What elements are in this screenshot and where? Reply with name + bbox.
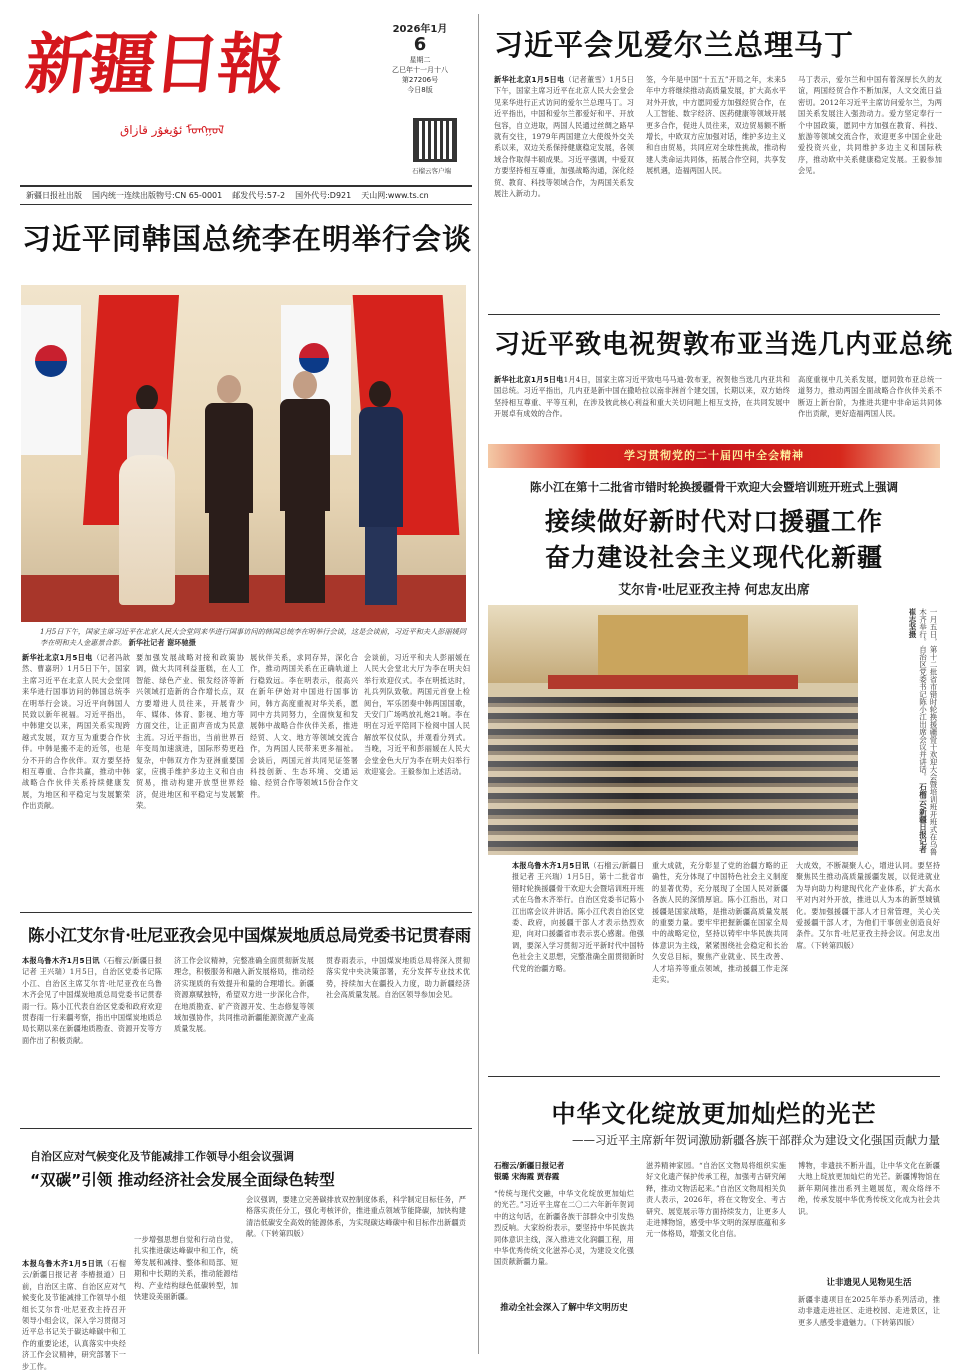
culture-body-1: “传统与现代交融，中华文化绽放更加灿烂的光芒。”习近平主席在二〇二六年新年贺词中的这句话，在新疆各族干部群众中引发热烈反响。大家纷纷表示，要坚持中华民族共同体意识主线，深入推进文化润疆工程，用中华优秀传统文化滋养心灵，为建设文化强国贡献新疆力量。 (494, 1189, 634, 1267)
climate-body-1: （石榴云/新疆日报记者 李椿报道）日前，自治区主席、自治区应对气候变化及节能减排工作领导小组组长艾尔肯·吐尼亚孜主持召开领导小组会议，深入学习贯彻习近平总书记关于碳达峰碳中和工作的重要论述，认真落实中央经济工作会议精神，研究部署下一步工作。 (22, 1259, 126, 1371)
climate-body (22, 1194, 470, 1371)
korea-headline: 习近平同韩国总统李在明举行会谈 (22, 222, 473, 256)
culture-body-4: 新疆非遗项目在2025年举办系列活动，推动非遗走进社区、走进校园、走进景区，让更多人感受非遗魅力。（下转第四版） (798, 1295, 940, 1327)
guinea-col-1 (494, 374, 790, 440)
newspaper-logo: 新疆日報 (21, 25, 287, 103)
korea-flag-emblem (35, 345, 67, 377)
yuanjiang-headline-1: 接续做好新时代对口援疆工作 (544, 507, 883, 536)
coal-col-2: 济工作会议精神，完整准确全面贯彻新发展理念，积极服务和融入新发展格局，推动经济实现质的有效提升和量的合理增长。新疆资源禀赋独特，希望双方进一步深化合作，在地质勘查、矿产资源开发、生态修复等领域加强协作，共同推动新疆能源资源产业高质量发展。 (174, 956, 314, 1034)
guinea-body (494, 374, 942, 440)
meeting-podium-row (548, 675, 798, 689)
climate-rule (20, 1128, 472, 1129)
yuanjiang-kicker: 陈小江在第十二批省市错时轮换援疆骨干欢迎大会暨培训班开班式上强调 (530, 480, 898, 494)
korea-col-3: 展伙伴关系，求同存异，深化合作，推动两国关系在正确轨道上行稳致远。李在明表示，很高兴在新年伊始对中国进行国事访问，韩方高度重视对华关系，愿同中方共同努力，全面恢复和发展韩中战略合作伙伴关系，推进经贸、人文、地方等领域交流合作，为两国人民带来更多福祉。会谈后，两国元首共同见证签署科技创新、生态环境、交通运输、经贸合作等领域15份合作文件。 (250, 653, 358, 799)
coal-col-1 (22, 955, 162, 1125)
coal-col-3: 贯春雨表示，中国煤炭地质总局将深入贯彻落实党中央决策部署，充分发挥专业技术优势，持续加大在疆投入力度，助力新疆经济社会高质量发展。自治区领导参加会见。 (326, 956, 470, 1000)
culture-col-3 (798, 1160, 940, 1356)
ireland-col-1 (494, 74, 634, 310)
info-abroad: 国外代号:D921 (295, 190, 352, 200)
study-banner (488, 444, 940, 468)
figure-man-1 (201, 375, 257, 603)
publication-info-bar (26, 188, 472, 202)
culture-next-head: 让非遗见人见物见生活 (826, 1278, 912, 1288)
ireland-body (494, 74, 942, 310)
qr-caption: 石榴云客户端 (412, 167, 451, 175)
korea-body-1: （记者冯歆然、曹嘉玥）1月5日下午，国家主席习近平在北京人民大会堂同来华进行国事访问的韩国总统李在明举行会谈。习近平向韩国人民致以新年祝福。习近平指出，中韩建交以来，两国关系实现跨越式发展，双方互为重要合作伙伴。中韩是搬不走的近邻，也是分不开的合作伙伴。双方要坚持相互尊重、合作共赢，推动中韩战略合作伙伴关系持续健康发展，为地区和平稳定与发展繁荣作出贡献。 (22, 653, 130, 811)
climate-col-2: 一步增强思想自觉和行动自觉，扎实推进碳达峰碳中和工作，统筹发展和减排、整体和局部、短期和中长期的关系，推动能源结构、产业结构绿色低碳转型，加快建设美丽新疆。 (134, 1235, 238, 1302)
korea-body (22, 652, 470, 910)
coal-body-1: （石榴云/新疆日报记者 王兴瑞）1月5日，自治区党委书记陈小江、自治区主席艾尔肯·吐尼亚孜在乌鲁木齐会见了中国煤炭地质总局党委书记贯春雨一行。陈小江代表自治区党委和政府欢迎贯春雨一行来疆考察，指出中国煤炭地质总局长期以来在新疆地质勘查、资源开发等方面作出了积极贡献。 (22, 956, 162, 1045)
date-year-month: 2026年1月 (392, 24, 448, 35)
study-banner-text: 学习贯彻党的二十届四中全会精神 (624, 449, 804, 462)
figure-woman-blue (353, 381, 409, 605)
minority-scripts-logo: ئۇيغۇر قازاق ᠮᠣᠩᠭᠣᠯ (120, 123, 225, 137)
meeting-caption-text: 一月五日，第十二批省市错时轮换援疆骨干欢迎大会暨培训班开班式在乌鲁木齐举行。自治区党委书记陈小江出席会议并讲话。 (918, 608, 938, 856)
info-web: 天山网:www.ts.cn (361, 190, 429, 200)
yuanjiang-col-2: 重大成就，充分彰显了党的治疆方略的正确性，充分体现了中国特色社会主义制度的显著优势，充分展现了全国人民对新疆各族人民的深情厚谊。陈小江指出，对口援疆是国家战略，是推动新疆高质量发展的重要力量。要牢牢把握新疆在国家全局中的战略定位，坚持以铸牢中华民族共同体意识为主线，紧紧围绕社会稳定和长治久安总目标，聚焦产业就业、民生改善、人才培养等重点领域，推动援疆工作走深走实。 (652, 861, 788, 985)
masthead-rule-bottom (20, 204, 472, 205)
korea-col-2: 要加强发展战略对接和政策协调，做大共同利益蛋糕，在人工智能、绿色产业、银发经济等新兴领域打造新的合作增长点，双方要增进人员往来，开展青少年、媒体、体育、影视、地方等方面交往，让正面声音成为民意主流。习近平指出，当前世界百年变局加速演进，国际形势更趋复杂，中韩双方作为亚洲重要国家，应携手维护多边主义和自由贸易，推动构建开放型世界经济，促进地区和平稳定与发展繁荣。 (136, 653, 244, 811)
column-divider (478, 14, 479, 1354)
coal-body (22, 955, 470, 1125)
ireland-headline: 习近平会见爱尔兰总理马丁 (494, 28, 855, 62)
yuanjiang-col-3: 大成效，不断凝聚人心，增进认同。要坚持聚焦民生推动高质量援疆发展，以促进就业为导向助力构建现代化产业体系，扩大高水平对内对外开放，推进以人为本的新型城镇化。要加强援疆干部人才日常管理，关心关爱援疆干部人才，为他们干事创业创造良好条件。艾尔肯·吐尼亚孜主持会议。何忠友出席。（下转第四版） (796, 861, 940, 950)
culture-body-3: 博物，非遗扶不断升温，让中华文化在新疆大地上绽放更加灿烂的光芒。新疆博物馆在新年期间推出系列主题展览，观众络绎不绝，传承发展中华优秀传统文化成为社会共识。 (798, 1161, 940, 1216)
coal-dateline: 本报乌鲁木齐1月5日讯 (22, 956, 100, 965)
korea-flag-left (21, 305, 81, 455)
culture-sub-head-small: 推动全社会深入了解中华文明历史 (500, 1303, 628, 1313)
korea-photo (21, 285, 466, 622)
masthead (20, 14, 480, 190)
meeting-light-overlay (488, 697, 858, 855)
qr-code[interactable] (413, 118, 457, 162)
yuanjiang-sub: 艾尔肯·吐尼亚孜主持 何忠友出席 (618, 583, 810, 598)
climate-kicker: 自治区应对气候变化及节能减排工作领导小组会议强调 (30, 1150, 294, 1163)
weekday: 星期二 (409, 56, 431, 64)
korea-caption-text: 1月5日下午，国家主席习近平在北京人民大会堂同来华进行国事访问的韩国总统李在明举行会谈，这是会谈前，习近平和夫人彭丽媛同李在明和夫人金惠景合影。 (40, 627, 467, 647)
info-publisher: 新疆日报社出版 (26, 190, 82, 200)
culture-byline: 石榴云/新疆日报记者 (494, 1161, 565, 1170)
coal-rule (20, 912, 472, 913)
date-day: 6 (413, 34, 427, 55)
yuanjiang-dateline: 本报乌鲁木齐1月5日讯 (512, 861, 590, 870)
culture-col-2: 滋养精神家园。“自治区文物局将组织实施好文化遗产保护传承工程，加强考古研究阐释，推动文物活起来。”自治区文物局相关负责人表示，2026年，将在文物安全、考古研究、展览展示等方面持续发力，让更多人走进博物馆，感受中华文明的深厚底蕴和多元一体格局，增强文化自信。 (646, 1161, 786, 1239)
date-block (380, 20, 460, 95)
yuanjiang-headline-2: 奋力建设社会主义现代化新疆 (544, 543, 883, 572)
meeting-backdrop (598, 615, 748, 675)
guinea-dateline: 新华社北京1月5日电 (494, 375, 564, 384)
page-count: 今日8版 (407, 86, 433, 94)
korea-col-4: 会谈前，习近平和夫人彭丽媛在人民大会堂北大厅为李在明夫妇举行欢迎仪式。李在明抵达时，礼兵列队致敬。两国元首登上检阅台，军乐团奏中韩两国国歌，天安门广场鸣放礼炮21响。李在明在习近平陪同下检阅中国人民解放军仪仗队，并观看分列式。当晚，习近平和彭丽媛在人民大会堂金色大厅为李在明夫妇举行欢迎宴会。王毅参加上述活动。 (364, 653, 470, 777)
info-cn: 国内统一连续出版物号:CN 65-0001 (92, 190, 223, 200)
yuanjiang-col-1 (512, 860, 644, 1068)
culture-col-1 (494, 1160, 634, 1356)
korea-dateline: 新华社北京1月5日电 (22, 653, 93, 662)
meeting-caption-credit: 石榴云/新疆日报记者 崔志坚摄 (908, 608, 928, 854)
ireland-col-3: 马丁表示，爱尔兰和中国有着深厚长久的友谊，两国经贸合作不断加深，人文交流日益密切。2012年习近平主席访问爱尔兰，为两国关系发展注入强劲动力。爱方坚定奉行一个中国政策，愿同中方加强在教育、科技、旅游等领域交流合作，欢迎更多中国企业赴爱投资兴业，共同维护多边主义和国际秩序，推动欧中关系健康稳定发展。王毅参加会见。 (798, 75, 942, 176)
issue-number: 第27206号 (401, 76, 439, 84)
culture-byline-names: 银璐 宋海霞 贾春霞 (494, 1172, 560, 1181)
yuanjiang-body-1: （石榴云/新疆日报记者 王兴瑞）1月5日，第十二批省市错时轮换援疆骨干欢迎大会暨培训班开班式在乌鲁木齐举行。自治区党委书记陈小江出席会议并讲话。陈小江代表自治区党委、政府，向援疆干部人才表示热烈欢迎，向对口援疆省市表示衷心感谢。他强调，要深入学习贯彻习近平新时代中国特色社会主义思想，完整准确全面贯彻新时代党的治疆方略。 (512, 861, 644, 973)
coal-headline: 陈小江艾尔肯·吐尼亚孜会见中国煤炭地质总局党委书记贯春雨 (28, 926, 471, 945)
figure-hanbok (119, 385, 175, 605)
ireland-col-2: 签，今年是中国“十五五”开局之年，未来5年中方将继续推动高质量发展，扩大高水平对外开放，中方愿同爱方加强经贸合作，在人工智能、数字经济、医药健康等领域开展更多合作，促进人员往来，双边贸易额不断增长，中欧双方应加强对话，维护多边主义和自由贸易，共同应对全球性挑战，推动构建人类命运共同体，拓展合作空间，共享发展机遇，造福两国人民。 (646, 75, 786, 176)
guinea-headline: 习近平致电祝贺敦布亚当选几内亚总统 (494, 330, 954, 360)
climate-headline: “双碳”引领 推动经济社会发展全面绿色转型 (30, 1171, 335, 1189)
figure-man-2 (276, 371, 334, 603)
meeting-photo (488, 605, 858, 855)
ireland-dateline: 新华社北京1月5日电 (494, 75, 565, 84)
climate-col-3: 会议强调，要建立完善碳排放双控制度体系，科学制定目标任务，严格落实责任分工，强化考核评价，推进重点领域节能降碳，加快构建清洁低碳安全高效的能源体系，为实现碳达峰碳中和目标作出新疆贡献。（下转第四版） (246, 1195, 466, 1239)
korea-caption-credit: 新华社记者 谢环驰摄 (128, 637, 196, 647)
guinea-col-2: 高度重视中几关系发展，愿同敦布亚总统一道努力，推动两国全面战略合作伙伴关系不断迈上新台阶，为推进共建中非命运共同体作出贡献，更好造福两国人民。 (798, 375, 942, 419)
culture-body (494, 1160, 940, 1356)
lunar-date: 乙巳年十一月十八 (392, 66, 448, 74)
korea-flag-center-emblem (299, 343, 329, 373)
climate-col-1 (22, 1258, 126, 1371)
info-post: 邮发代号:57-2 (232, 190, 286, 200)
masthead-rule-top (20, 185, 472, 187)
yuanjiang-body (512, 860, 940, 1068)
climate-dateline: 本报乌鲁木齐1月5日讯 (22, 1259, 104, 1268)
guinea-rule (488, 314, 940, 315)
culture-subhead: ——习近平主席新年贺词激励新疆各族干部群众为建设文化强国贡献力量 (572, 1133, 940, 1147)
korea-col-1 (22, 652, 130, 910)
culture-headline: 中华文化绽放更加灿烂的光芒 (551, 1100, 877, 1128)
culture-rule (488, 1076, 940, 1077)
guinea-body-1: 1月4日，国家主席习近平致电马马迪·敦布亚，祝贺他当选几内亚共和国总统。习近平指出，几内亚是新中国在撒哈拉以南非洲首个建交国，长期以来，双方始终坚持相互尊重、平等互利，在涉及彼此核心利益和重大关切问题上相互支持，在共同发展中开展卓有成效的合作。 (494, 375, 790, 419)
korea-photo-caption (40, 627, 470, 648)
meeting-vertical-caption (862, 608, 938, 856)
ireland-body-1: （记者董雪）1月5日下午，国家主席习近平在北京人民大会堂会见来华进行正式访问的爱尔兰总理马丁。习近平指出，中国和爱尔兰都爱好和平、开放包容，自立进取，两国人民通过丝绸之路早就有交往，1979年两国建立大使级外交关系以来，双边关系保持健康稳定发展，各领域合作取得丰硕成果。习近平强调，中爱双方要坚持相互尊重，加强战略沟通，深化经贸、教育、科技等领域合作，为两国关系发展注入新动力。 (494, 75, 634, 199)
